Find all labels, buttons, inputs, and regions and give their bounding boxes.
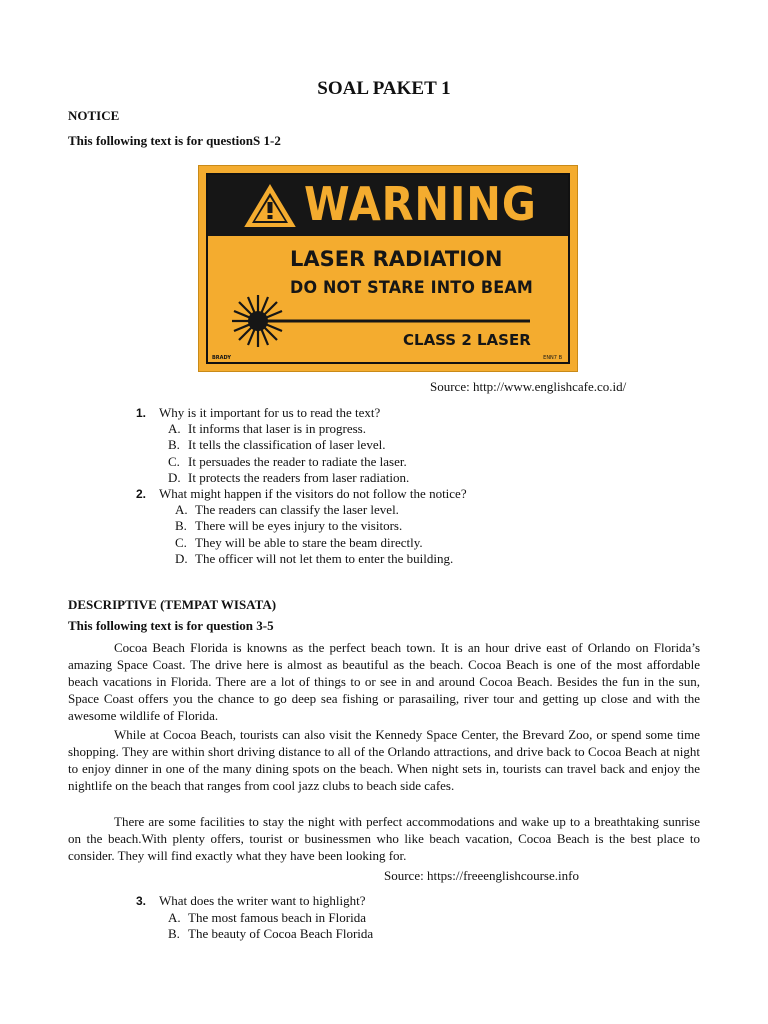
- sign-brand-logo: BRADY: [212, 355, 231, 361]
- source-descriptive: Source: https://freeenglishcourse.info: [384, 868, 579, 883]
- question-number: 3.: [136, 894, 147, 908]
- paragraph: There are some facilities to stay the night with perfect accommodations and wake up to a breathtaking sunrise on the beach.With plenty offers, tourist or businessmen who like beach vacation, Cocoa Beach is the best place to consider. They will find exactly what they have been looking for.: [68, 814, 700, 863]
- question-text: What does the writer want to highlight?: [159, 893, 366, 908]
- question-text: Why is it important for us to read the text?: [159, 405, 381, 420]
- question-text: What might happen if the visitors do not follow the notice?: [159, 486, 467, 501]
- sign-header-bar: [208, 175, 568, 236]
- option-item: B. There will be eyes injury to the visitors.: [175, 518, 403, 533]
- option-item: C. It persuades the reader to radiate the laser.: [168, 454, 407, 469]
- option-item: A. The readers can classify the laser level.: [175, 502, 399, 517]
- option-item: B. The beauty of Cocoa Beach Florida: [168, 926, 374, 941]
- warning-triangle-icon: [244, 184, 296, 228]
- option-item: D. The officer will not let them to enter the building.: [175, 551, 454, 566]
- option-item: A. It informs that laser is in progress.: [168, 421, 366, 436]
- option-item: A. The most famous beach in Florida: [168, 910, 366, 925]
- paragraph: Cocoa Beach Florida is knowns as the perfect beach town. It is an hour drive east of Orlando on Florida’s amazing Space Coast. The drive here is almost as beautiful as the beach. Cocoa Beach is one of the most affordable beach vacations in Florida. There are a lot of things to or see in and around Cocoa Beach. Besides the fun in the sun, Space Coast offers you the chance to go deep sea fishing or parasailing, river tour and getting up close and with the awesome wildlife of Florida.: [68, 640, 700, 723]
- section-intro-notice: This following text is for questionS 1-2: [68, 133, 281, 148]
- question-number: 2.: [136, 487, 147, 501]
- option-item: B. It tells the classification of laser level.: [168, 437, 386, 452]
- warning-sign-image: [198, 165, 578, 372]
- section-intro-descriptive: This following text is for question 3-5: [68, 618, 274, 633]
- option-item: D. It protects the readers from laser radiation.: [168, 470, 410, 485]
- sign-header-text: WARNING: [304, 177, 537, 231]
- sign-line-laser-radiation: LASER RADIATION: [290, 247, 503, 271]
- paragraph: While at Cocoa Beach, tourists can also visit the Kennedy Space Center, the Brevard Zoo, or spend some time shopping. They are within short driving distance to all of the Orlando attractions, and drive back to Cocoa Beach at night to enjoy dinner in one of the many dining spots on the beach. When night sets in, tourists can travel back and enjoy the nightlife on the beach that ranges from cool jazz clubs to beach side cafes.: [68, 727, 700, 793]
- source-notice: Source: http://www.englishcafe.co.id/: [430, 379, 627, 394]
- sign-product-code: ENN7 B: [543, 355, 562, 361]
- section-heading-notice: NOTICE: [68, 108, 120, 123]
- section-heading-descriptive: DESCRIPTIVE (TEMPAT WISATA): [68, 597, 277, 612]
- page-title: SOAL PAKET 1: [317, 78, 451, 99]
- sign-line-do-not-stare: DO NOT STARE INTO BEAM: [290, 278, 534, 298]
- option-item: C. They will be able to stare the beam directly.: [175, 535, 423, 550]
- question-number: 1.: [136, 406, 147, 420]
- sign-line-class-2-laser: CLASS 2 LASER: [403, 331, 531, 349]
